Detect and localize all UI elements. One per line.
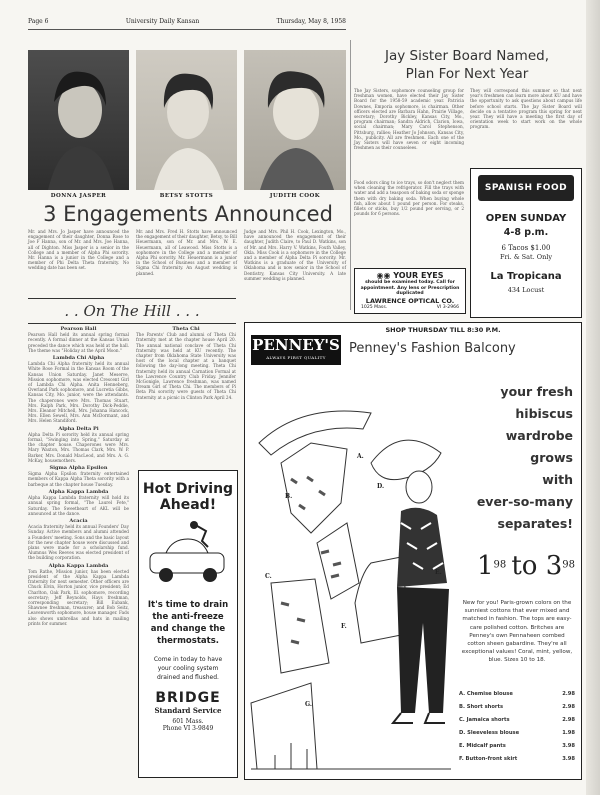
binding-edge (586, 0, 600, 795)
restaurant-name: La Tropicana (490, 271, 562, 282)
hill-item: Sigma Alpha Epsilon Sigma Alpha Epsilon fraternity entertained members of Kappa Alpha Theta sorority with a barbeque at the chapter house Tuesday. (28, 465, 129, 487)
portrait-2 (136, 50, 237, 190)
bridge-body: It's time to drain the anti-freeze and change the thermostats. (147, 600, 229, 646)
restaurant-address: 434 Locust (507, 286, 545, 294)
engagements-headline: 3 Engagements Announced (43, 202, 333, 226)
illustration-letter: F. (341, 623, 347, 630)
photo-betsy-stotts (136, 50, 237, 190)
fashion-balcony: Penney's Fashion Balcony (349, 341, 516, 356)
price-item: C. Jamaica shorts 2.98 (459, 717, 575, 723)
hill-head: Pearson Hall (60, 326, 97, 332)
hill-head: Alpha Kappa Lambda (48, 562, 109, 569)
page-header (28, 18, 346, 30)
hill-head: Theta Chi (172, 326, 200, 332)
bridge-headline-2: Ahead! (159, 497, 217, 513)
hill-head: Acacia (69, 517, 88, 524)
caption-judith: JUDITH COOK (269, 193, 321, 199)
hill-right-column: Theta Chi The Parents' Club and alumni of Theta Chi fraternity met at the chapter house April 20. The annual national conclave of Theta Chi fraternity was held at KU recently. The chapter from Oklahoma State University was host of the local chapter at a banquet following the day-long meeting. Theta Chi fraternity held its annual Carnation Formal at the Lawrence Country Club Friday. Jennifer McGonigle, Lawrence freshman, was named Dream Girl of Theta Chi. The members of Pi Beta Phi sorority were guests of Theta Chi fraternity at a picnic in Clinton Park April 24. (136, 326, 236, 400)
price-range: $1^{98}$ to $3^{98}$ (476, 551, 575, 581)
bridge-headline-1: Hot Driving (142, 481, 234, 497)
sign-text: SPANISH FOOD (484, 183, 568, 193)
jay-headline-2: Plan For Next Year (405, 66, 529, 82)
illustration-letter: G. (305, 701, 312, 708)
bridge-standard-ad (138, 470, 238, 778)
car-illustration (142, 519, 234, 589)
household-tip: Food odors cling to ice trays, so don't neglect them when cleaning the refrigerator. Fill the trays with water and add a teaspoon of baking soda or sponge them with dry baking soda. When buying whole fish, allow about 1 pound per person. For steaks, fillets or sticks, buy 1/2 pound per serving, or 2 pounds for 6 persons. (354, 180, 464, 217)
hill-head: Lambda Chi Alpha (52, 355, 105, 362)
hill-item: Alpha Kappa Lambda Alpha Kappa Lambda fraternity will hold its annual spring formal, "The Laurel Fete," Saturday. The Sweetheart of AKL will be announced at the dance. (28, 488, 129, 516)
jay-col2: They will correspond this summer so that next year's freshmen can learn more about KU and have the opportunity to ask questions about campus life before school starts. The Jay Sister Board will decide on a tentative program this spring for next year. They will have a meeting the first day of orientation week to start work on the whole program. (470, 88, 582, 130)
caption-donna: DONNA JASPER (50, 193, 107, 199)
hours: 4-8 p.m. (503, 227, 549, 238)
on-the-hill-title: . . On The Hill . . . (64, 302, 200, 320)
hill-item: Lambda Chi Alpha Lambda Chi Alpha fraternity held its annual White Rose Formal in the Kansas Room of the Kansas Union Saturday. Janet Meserve, Mission sophomore, was elected Crescent Girl of Lambda Chi Alpha. Anita Henneberg, Overland Park sophomore, and Lucretia Gibbs, Kansas City, Mo. junior, were the attendants. The chaperones were Mrs. Thomas Stuart, Mrs. Ralph Park, Mrs. Dorothy Dick-Peddie, Mrs. Eleanor Mitchell, Mrs. Johanna Hancock, Mrs. Ellen Sewell, Mrs. Ann McDormant, and Mrs. Helen Standiford. (28, 355, 129, 424)
on-the-hill-banner (28, 298, 236, 324)
hill-head: Alpha Kappa Lambda (48, 488, 109, 495)
price-item: B. Short shorts 2.98 (459, 704, 575, 710)
shop-hours: SHOP THURSDAY TILL 8:30 P.M. (385, 326, 501, 334)
price-item: F. Button-front skirt 3.98 (459, 756, 575, 762)
penneys-logo: PENNEY'S ALWAYS FIRST QUALITY (251, 335, 341, 365)
optical-contact: 1025 Mass. VI 3-2966 (361, 304, 459, 310)
optical-name: LAWRENCE OPTICAL CO. (365, 296, 455, 305)
column-divider (350, 40, 351, 310)
price-item: D. Sleeveless blouse 1.98 (459, 730, 575, 736)
portrait-3 (244, 50, 346, 190)
offer-days: Fri. & Sat. Only (499, 253, 553, 261)
fashion-illustration (251, 383, 451, 769)
hill-item: Pearson Hall Pearson Hall held its annual spring formal recently. A formal dinner at the Kansas Union preceded the dance which was held at the hall. The theme was "Holiday at the April Moon." (28, 326, 129, 353)
open-sunday: OPEN SUNDAY (485, 213, 567, 224)
engagements-col3: Judge and Mrs. Phil H. Cook, Lexington, Mo., have announced the engagement of their daughter, Judith Claire, to Paul D. Watkins, son of Mr. and Mrs. Harry V. Watkins, Fouth Valley, Okla. Miss Cook is a sophomore in the College and a member of Alpha Delta Pi sorority. Mr. Watkins is a graduate of the University of Oklahoma and is now senior in the School of Dentistry, Kansas City University. A late summer wedding is planned. (244, 229, 346, 281)
bridge-name2: Standard Service (154, 706, 222, 715)
optical-line1: should be examined today. Call for appointment. Any lens or Prescription duplicated (360, 280, 460, 296)
lawrence-optical-ad (354, 268, 466, 314)
portrait-1 (28, 50, 129, 190)
bridge-address: 601 Mass. (172, 718, 204, 725)
hill-head: Sigma Alpha Epsilon (49, 465, 108, 472)
photo-donna-jasper (28, 50, 129, 190)
jay-col1: The Jay Sisters, sophomore counseling group for freshman women, have elected their Jay Sister Board for the 1958-59 academic year. Patricia Downes, Emporia sophomore, is chairman. Other officers elected are Barbara Hahn, Prairie Village, secretary; Dorothy Bickley, Kansas City, Mo., program chairman; Sandra Aldrich, Clarion, Iowa, social chairman; Mary Carol Stephenson, Pittsburg, rallies; Heather Jo Johnson, Kansas City, Mo., publicity. All are freshmen. Each one of the Jay Sisters will have seven or eight incoming freshmen as their counselees. (354, 88, 464, 151)
hill-item: Alpha Kappa Lambda Tom Rathe, Mission junior, has been elected president of the Alpha Kappa Lambda fraternity for next semester. Other officers are Chuck Elvin, Horton junior, vice president; Ed Charlton, Oak Park, Ill. sophomore, recording secretary; Jeff Reynolds, Hays freshman, corresponding secretary; Bill Eubank, Shawnee freshman, treasurer; and Bob Seitz, Leavenworth sophomore, house manager. Fads also shows umbrellas and hats in mailing prints for summer. (28, 562, 129, 626)
hill-item: Acacia Acacia fraternity held its annual Founders' Day Sunday. Active members and alumni attended a Founders' meeting. Sons and the basic layout for the new chapter house were discussed and plans were made for a scholarship fund. Alumnus Wes Reeves was elected president of the building corporation. (28, 517, 129, 561)
spanish-food-sign (478, 175, 574, 201)
penneys-headline: your fresh hibiscus wardrobe grows with ever-so-many separates! (476, 384, 573, 531)
price-item: E. Midcalf pants 3.98 (459, 743, 575, 749)
hill-item: Alpha Delta Pi Alpha Delta Pi sorority held its annual spring formal, "Swinging into Spring," Saturday at the chapter house. Chaperones were Mrs. Mary Waxton, Mrs. Thomas Clark, Mrs. W. P. Barker, Mrs. Donald MacLeod, and Mrs. A. G. McKay, housemothers. (28, 425, 129, 463)
illustration-letter: B. (285, 493, 293, 500)
bridge-small: Come in today to have your cooling system drained and flushed. (153, 656, 223, 681)
issue-date: Thursday, May 8, 1958 (276, 18, 346, 25)
hill-left-column (28, 324, 129, 779)
tacos-offer: 6 Tacos $1.00 (501, 244, 551, 252)
jay-headline-1: Jay Sister Board Named, (385, 48, 549, 64)
bridge-name: BRIDGE (155, 690, 221, 706)
engagements-col2: Mr. and Mrs. Fred H. Stotts have announced the engagement of their daughter, Betsy, to Bill Heuermann, son of Mr. and Mrs. W. E. Heuermann, all of Leawood. Miss Stotts is a sophomore in the College and a member of Alpha Phi sorority. Mr. Heuermann is a junior in the School of Business and a member of Sigma Chi fraternity. An August wedding is planned. (136, 229, 237, 276)
eye-icon: ◉◉ (376, 271, 394, 280)
page-number: Page 6 (28, 18, 49, 25)
la-tropicana-ad (470, 168, 582, 318)
photo-judith-cook (244, 50, 346, 190)
paper-name: University Daily Kansan (125, 18, 200, 25)
caption-betsy: BETSY STOTTS (159, 193, 214, 199)
illustration-letter: D. (377, 483, 385, 490)
illustration-letter: A. (357, 453, 364, 460)
penneys-ad (244, 322, 582, 780)
penneys-copy: New for you! Paris-grown colors on the sunniest cottons that ever mixed and matched in fashion. The tops are easy-care polished cotton. Britches are Penney's own Pennaheen combed cotton sheen gabardine. They're all exceptional values! Coral, mint, yellow, blue. Sizes 10 to 18. (461, 600, 573, 664)
engagements-col1: Mr. and Mrs. Jo Jasper have announced the engagement of their daughter, Donna Rose to Joe F Hanna, son of Mr. and Mrs. Joe Hanna, all of Dighton. Miss Jasper is a senior in the College and a member of Alpha Phi sorority. Mr. Hanna is a junior in the College and a member of Phi Delta Theta fraternity. No wedding date has been set. (28, 229, 129, 271)
price-list (459, 691, 575, 769)
your-eyes-title: ◉◉ YOUR EYES (376, 271, 444, 280)
illustration-letter: E. (435, 569, 442, 576)
hill-head: Alpha Delta Pi (58, 425, 99, 432)
price-item: A. Chemise blouse 2.98 (459, 691, 575, 697)
bridge-phone: Phone VI 3-9849 (162, 725, 214, 732)
illustration-letter: C. (265, 573, 272, 580)
